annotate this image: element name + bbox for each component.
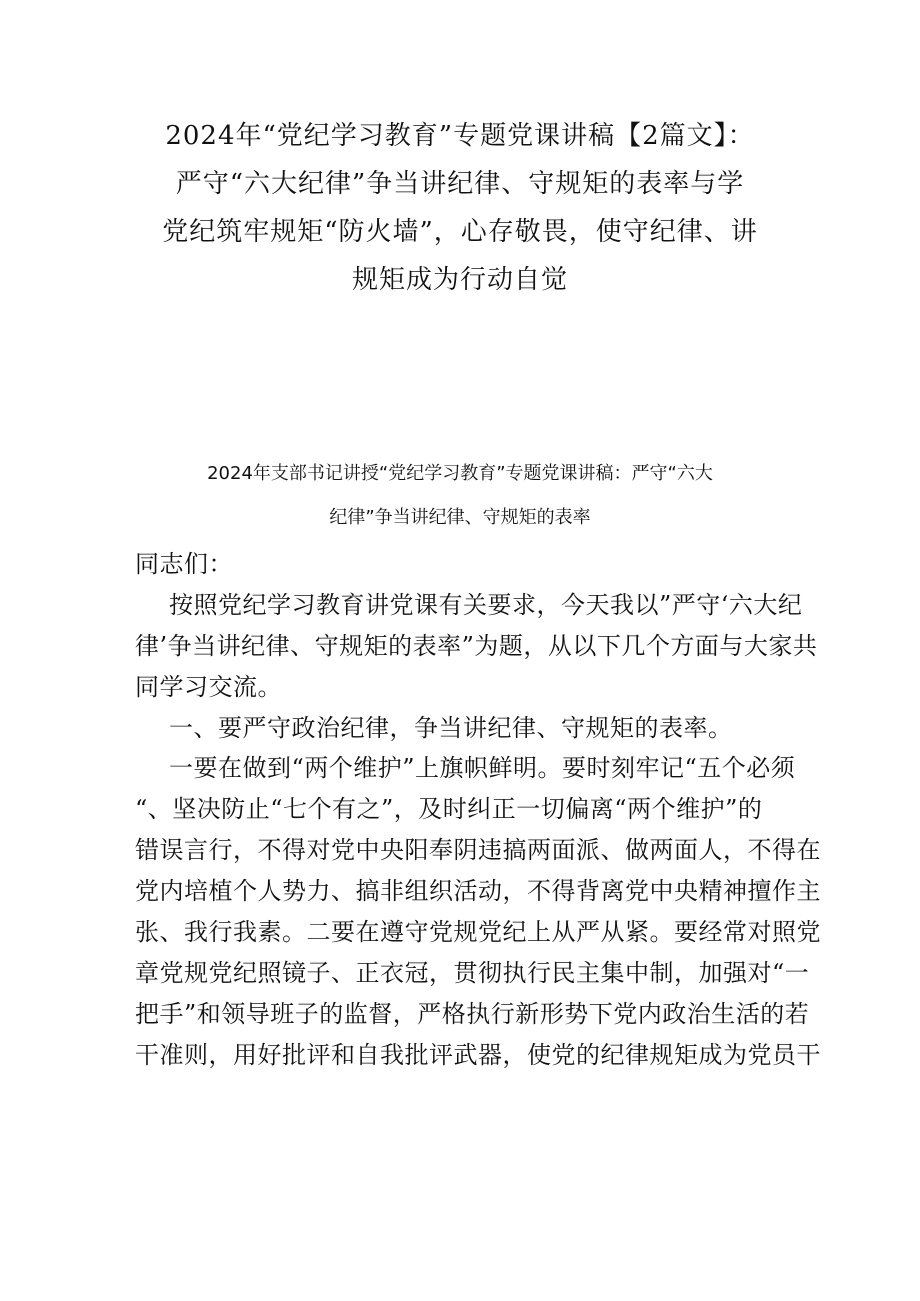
- main-title: [120, 112, 800, 304]
- paragraph-line: 党内培植个人势力、搞非组织活动，不得背离党中央精神擅作主: [135, 877, 821, 906]
- paragraph-line: 干准则，用好批评和自我批评武器，使党的纪律规矩成为党员干: [135, 1040, 821, 1069]
- paragraph-line: 一要在做到“两个维护”上旗帜鲜明。要时刻牢记“五个必须: [169, 754, 796, 783]
- paragraph-line: 按照党纪学习教育讲党课有关要求，今天我以”严守‘六大纪: [169, 590, 803, 619]
- sub-title-line: 2024年支部书记讲授“党纪学习教育”专题党课讲稿：严守“六大: [207, 463, 713, 484]
- salutation: 同志们：: [135, 550, 233, 578]
- paragraph-line: 章党规党纪照镜子、正衣冠，贯彻执行民主集中制，加强对“一: [135, 958, 810, 987]
- sub-title: [140, 452, 780, 540]
- body-text: [135, 544, 821, 1076]
- paragraph-line: 同学习交流。: [135, 672, 282, 701]
- section-heading: 一、要严守政治纪律，争当讲纪律、守规矩的表率。: [169, 713, 733, 742]
- main-title-line: 2024年“党纪学习教育”专题党课讲稿【2篇文】：: [165, 121, 755, 151]
- main-title-line: 规矩成为行动自觉: [351, 265, 568, 295]
- paragraph-line: 律’争当讲纪律、守规矩的表率”为题，从以下几个方面与大家共: [135, 631, 818, 660]
- paragraph-line: “、坚决防止“七个有之”，及时纠正一切偏离“两个维护”的: [135, 795, 763, 824]
- sub-title-line: 纪律”争当讲纪律、守规矩的表率: [329, 507, 591, 528]
- paragraph-line: 错误言行，不得对党中央阳奉阴违搞两面派、做两面人，不得在: [135, 836, 821, 865]
- paragraph-line: 张、我行我素。二要在遵守党规党纪上从严从紧。要经常对照党: [135, 918, 821, 947]
- main-title-line: 严守“六大纪律”争当讲纪律、守规矩的表率与学: [175, 169, 745, 199]
- main-title-line: 党纪筑牢规矩“防火墙”，心存敬畏，使守纪律、讲: [162, 217, 758, 247]
- paragraph-line: 把手”和领导班子的监督，严格执行新形势下党内政治生活的若: [135, 999, 810, 1028]
